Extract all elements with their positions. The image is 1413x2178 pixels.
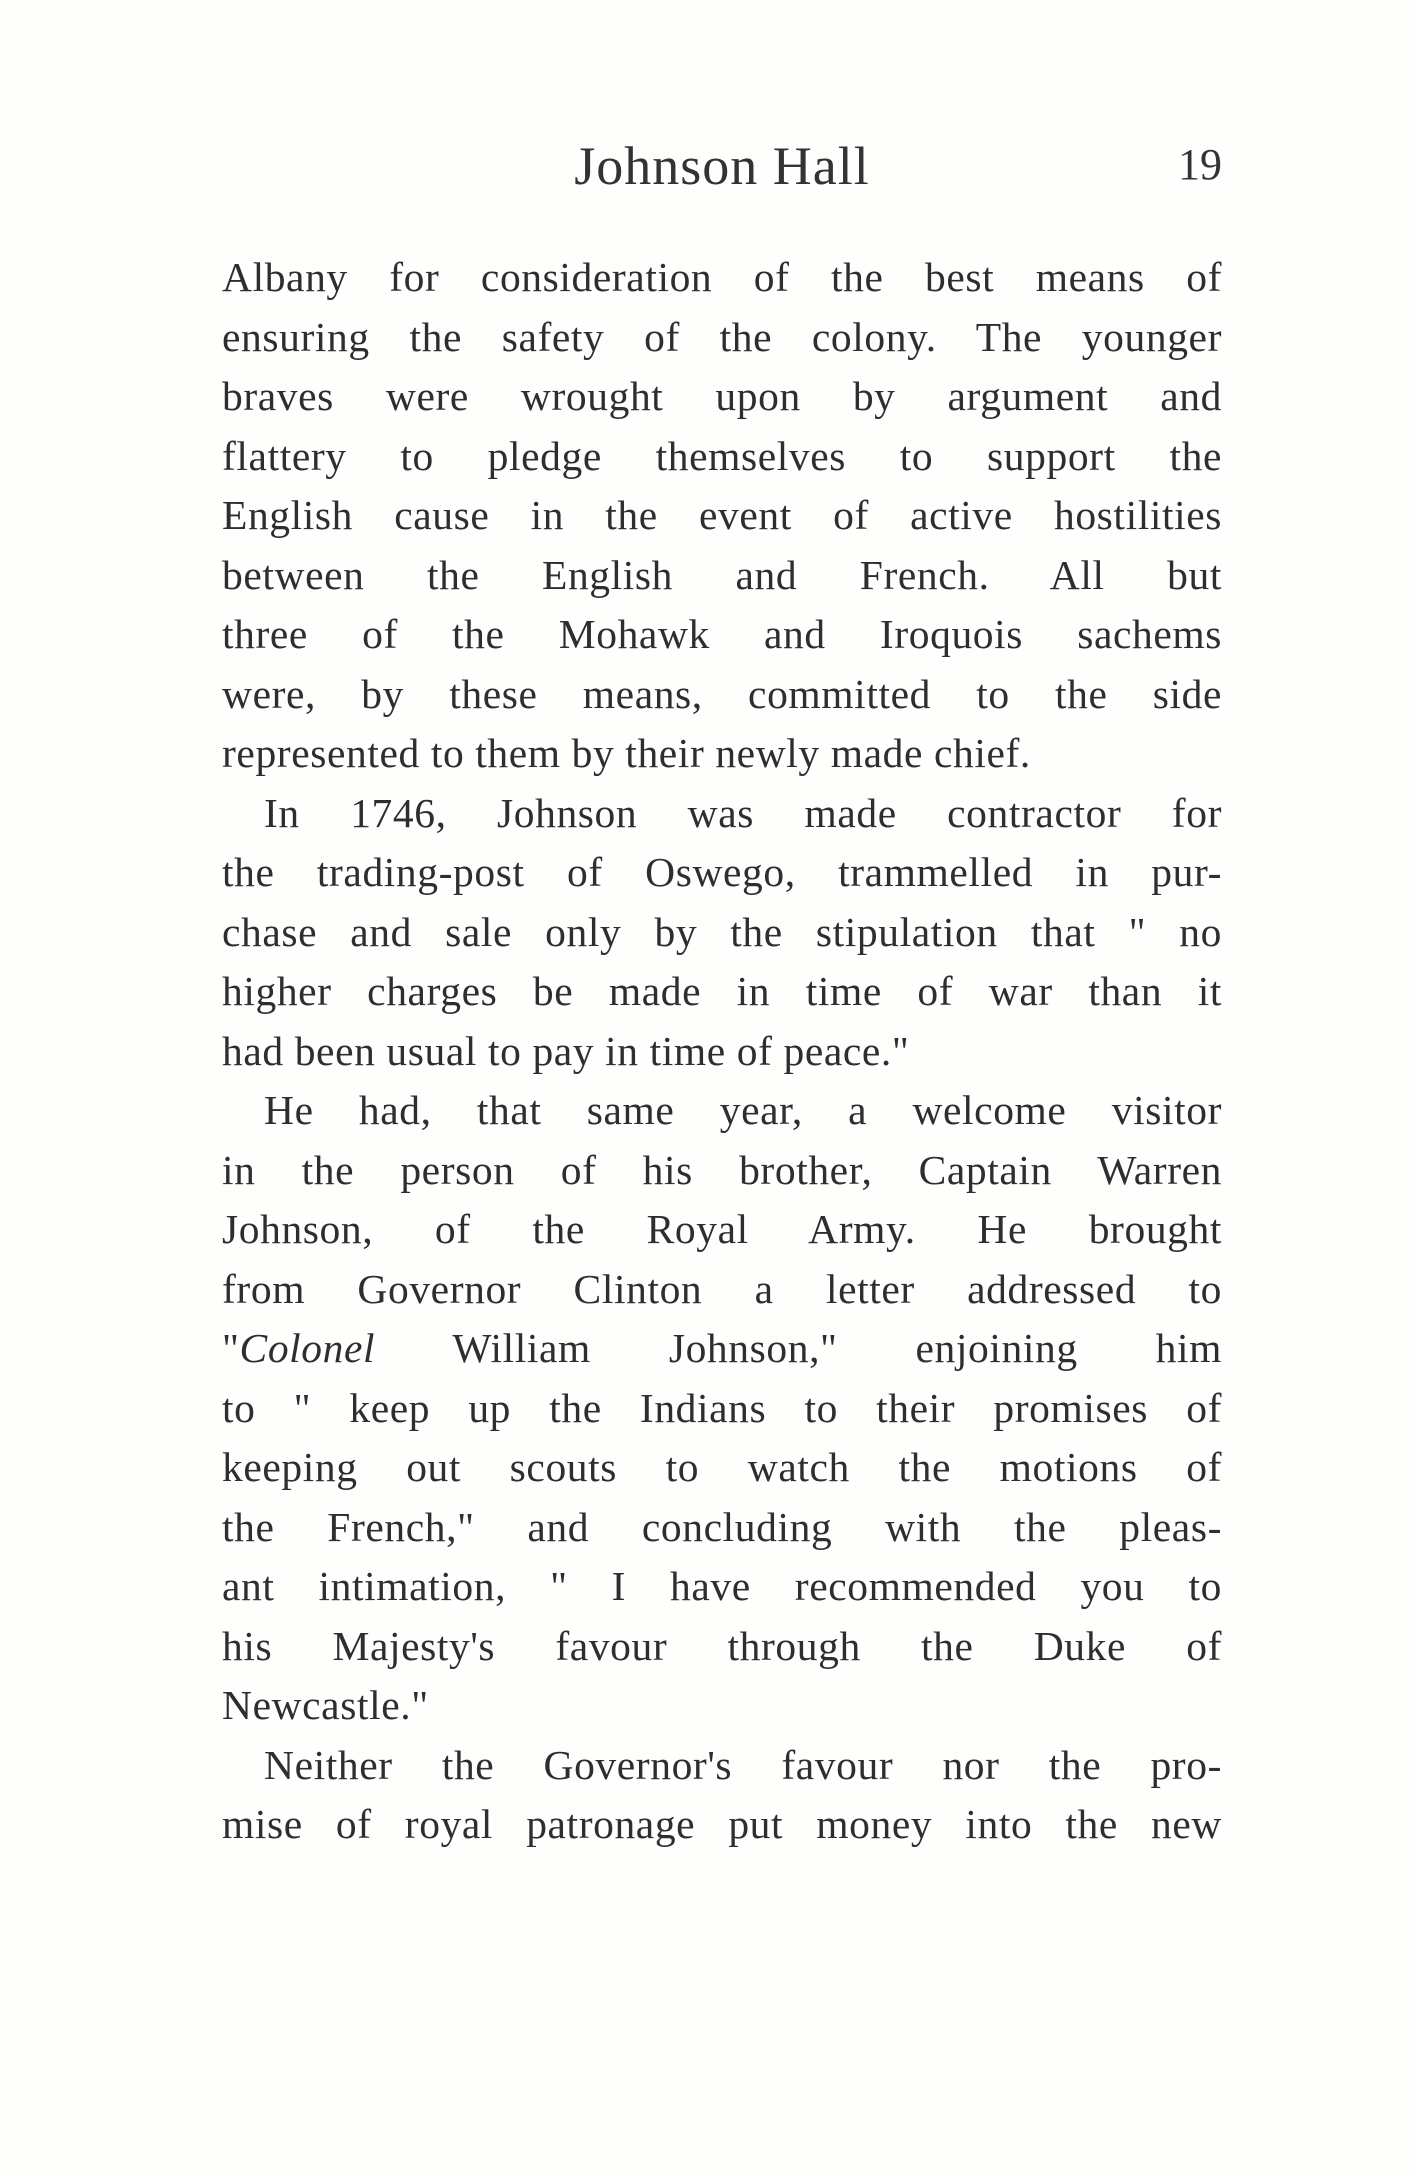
text-line: flattery to pledge themselves to support the: [222, 432, 1222, 479]
text-line-rest: William Johnson," enjoining him: [452, 1325, 1222, 1371]
text-line: chase and sale only by the stipulation that " no: [222, 908, 1222, 955]
text-line: from Governor Clinton a letter addressed to: [222, 1265, 1222, 1312]
page-number: 19: [1178, 140, 1222, 189]
text-line: [222, 1319, 1222, 1379]
text-line: He had, that same year, a welcome visitor: [264, 1087, 1222, 1133]
text-line: Newcastle.": [222, 1682, 429, 1728]
text-line: Neither the Governor's favour nor the pro-: [264, 1741, 1222, 1788]
text-line: Johnson, of the Royal Army. He brought: [222, 1206, 1222, 1252]
text-line: mise of royal patronage put money into the new: [222, 1801, 1222, 1847]
text-line: ant intimation, " I have recommended you to: [222, 1563, 1222, 1609]
text-line: his Majesty's favour through the Duke of: [222, 1622, 1222, 1669]
text-line: higher charges be made in time of war than it: [222, 968, 1222, 1014]
text-line: three of the Mohawk and Iroquois sachems: [222, 611, 1222, 657]
text-line: between the English and French. All but: [222, 551, 1222, 598]
text-line: In 1746, Johnson was made contractor for: [264, 789, 1222, 836]
text-line: ensuring the safety of the colony. The younger: [222, 313, 1222, 360]
running-head-title: Johnson Hall: [574, 136, 870, 196]
text-line: had been usual to pay in time of peace.": [222, 1027, 910, 1074]
text-line: to " keep up the Indians to their promises of: [222, 1384, 1222, 1431]
text-line: Albany for consideration of the best means of: [222, 254, 1222, 300]
text-line: braves were wrought upon by argument and: [222, 373, 1222, 419]
text-line: represented to them by their newly made chief.: [222, 730, 1031, 776]
italic-title: Colonel: [239, 1325, 376, 1371]
text-line: in the person of his brother, Captain Warren: [222, 1146, 1222, 1193]
body-text: [222, 248, 1222, 1855]
open-quote: ": [222, 1325, 240, 1371]
text-line: were, by these means, committed to the side: [222, 670, 1222, 717]
running-head: [222, 135, 1222, 205]
text-line: the trading-post of Oswego, trammelled in pur-: [222, 849, 1222, 895]
text-line: the French," and concluding with the pleas-: [222, 1503, 1222, 1550]
text-line: keeping out scouts to watch the motions of: [222, 1444, 1222, 1490]
text-line: English cause in the event of active hostilities: [222, 492, 1222, 538]
